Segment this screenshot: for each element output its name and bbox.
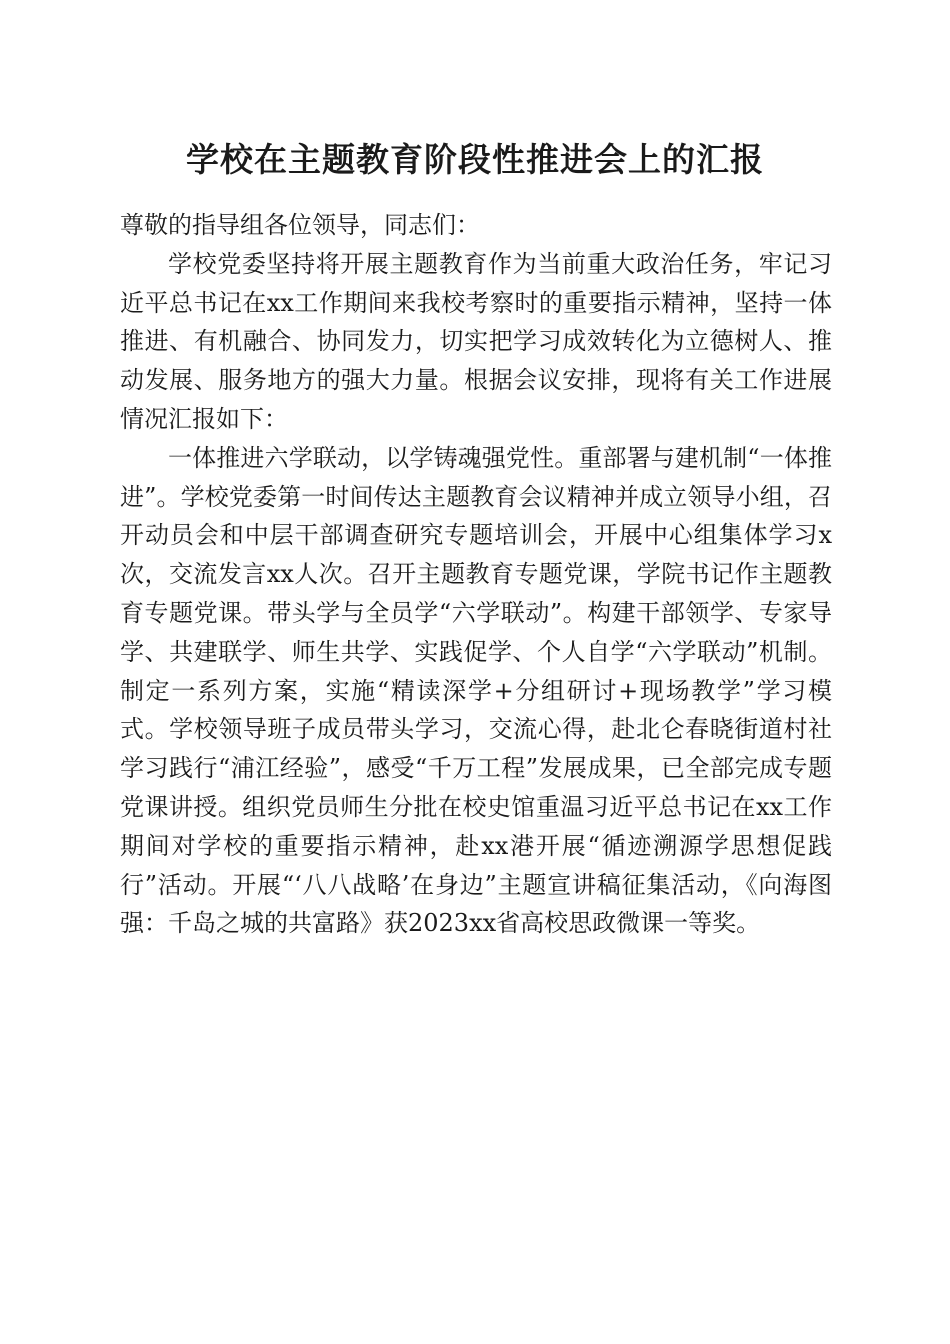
paragraph-section-one: 一体推进六学联动，以学铸魂强党性。重部署与建机制“一体推进”。学校党委第一时间传达主题教育会议精神并成立领导小组，召开动员会和中层干部调查研究专题培训会，开展中心组集体学习x次，交流发言xx人次。召开主题教育专题党课，学院书记作主题教育专题党课。带头学与全员学“六学联动”。构建干部领学、专家导学、共建联学、师生共学、实践促学、个人自学“六学联动”机制。制定一系列方案，实施“精读深学+分组研讨+现场教学”学习模式。学校领导班子成员带头学习，交流心得，赴北仑春晓街道村社学习践行“浦江经验”，感受“千万工程”发展成果，已全部完成专题党课讲授。组织党员师生分批在校史馆重温习近平总书记在xx工作期间对学校的重要指示精神，赴xx港开展“循迹溯源学思想促践行”活动。开展“‘八八战略’在身边”主题宣讲稿征集活动，《向海图强：千岛之城的共富路》获2023xx省高校思政微课一等奖。	[120, 443, 832, 938]
document-body	[120, 206, 832, 943]
salutation: 尊敬的指导组各位领导，同志们：	[120, 211, 480, 239]
document-title: 学校在主题教育阶段性推进会上的汇报	[186, 140, 764, 179]
paragraph-intro: 学校党委坚持将开展主题教育作为当前重大政治任务，牢记习近平总书记在xx工作期间来我校考察时的重要指示精神，坚持一体推进、有机融合、协同发力，切实把学习成效转化为立德树人、推动发展、服务地方的强大力量。根据会议安排，现将有关工作进展情况汇报如下：	[120, 249, 832, 433]
